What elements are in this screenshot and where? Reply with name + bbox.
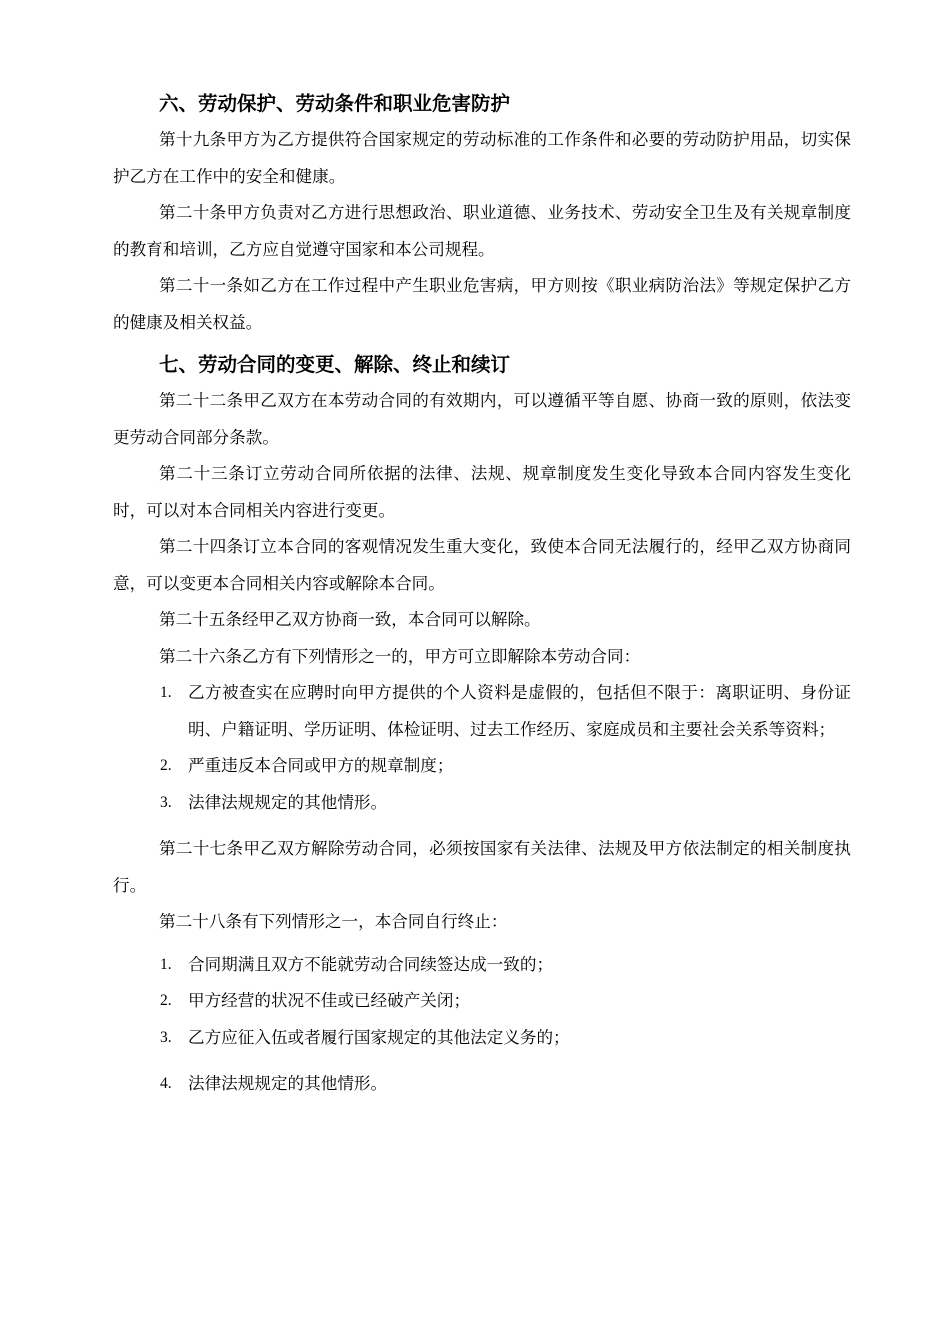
list-item xyxy=(113,947,851,984)
list-item-number: 1. xyxy=(160,955,172,973)
list-item-number: 2. xyxy=(160,992,172,1009)
list-item xyxy=(113,675,851,748)
list-item-text: 甲方经营的状况不佳或已经破产关闭； xyxy=(188,991,471,1010)
list-item-number: 3. xyxy=(160,1028,172,1046)
list-item-text: 乙方被查实在应聘时向甲方提供的个人资料是虚假的，包括但不限于：离职证明、身份证明、户籍证明、学历证明、体检证明、过去工作经历、家庭成员和主要社会关系等资料； xyxy=(188,683,851,739)
list-item-text: 合同期满且双方不能就劳动合同续签达成一致的； xyxy=(188,954,554,974)
article-19: 第十九条甲方为乙方提供符合国家规定的劳动标准的工作条件和必要的劳动防护用品，切实保护乙方在工作中的安全和健康。 xyxy=(113,130,851,186)
article-27: 第二十七条甲乙双方解除劳动合同，必须按国家有关法律、法规及甲方依法制定的相关制度执行。 xyxy=(113,839,851,895)
article-28-list xyxy=(113,947,851,1103)
list-item xyxy=(113,983,851,1020)
list-item-text: 乙方应征入伍或者履行国家规定的其他法定义务的； xyxy=(188,1027,570,1047)
article-28: 第二十八条有下列情形之一，本合同自行终止： xyxy=(159,912,508,931)
list-item-text: 法律法规规定的其他情形。 xyxy=(188,1074,388,1093)
document-body xyxy=(113,86,851,1103)
article-26-list xyxy=(113,675,851,821)
article-24: 第二十四条订立本合同的客观情况发生重大变化，致使本合同无法履行的，经甲乙双方协商同意，可以变更本合同相关内容或解除本合同。 xyxy=(113,537,851,593)
list-item-text: 法律法规规定的其他情形。 xyxy=(188,792,388,812)
list-item xyxy=(113,1020,851,1057)
article-21: 第二十一条如乙方在工作过程中产生职业危害病，甲方则按《职业病防治法》等规定保护乙方的健康及相关权益。 xyxy=(113,276,851,332)
list-spacer xyxy=(113,1056,851,1066)
list-item xyxy=(113,785,851,822)
list-item-text: 严重违反本合同或甲方的规章制度； xyxy=(188,756,454,775)
list-item-number: 4. xyxy=(160,1075,172,1092)
list-item xyxy=(113,1066,851,1103)
list-item-number: 2. xyxy=(160,757,172,774)
list-item-number: 1. xyxy=(160,684,172,701)
article-23: 第二十三条订立劳动合同所依据的法律、法规、规章制度发生变化导致本合同内容发生变化时，可以对本合同相关内容进行变更。 xyxy=(113,464,851,520)
section-7-heading: 七、劳动合同的变更、解除、终止和续订 xyxy=(159,353,511,376)
section-6-heading: 六、劳动保护、劳动条件和职业危害防护 xyxy=(159,92,511,115)
article-22: 第二十二条甲乙双方在本劳动合同的有效期内，可以遵循平等自愿、协商一致的原则，依法变更劳动合同部分条款。 xyxy=(113,391,851,447)
article-26: 第二十六条乙方有下列情形之一的，甲方可立即解除本劳动合同： xyxy=(159,646,641,666)
list-item-number: 3. xyxy=(160,793,172,811)
list-item xyxy=(113,748,851,785)
article-25: 第二十五条经甲乙双方协商一致，本合同可以解除。 xyxy=(159,610,541,629)
article-20: 第二十条甲方负责对乙方进行思想政治、职业道德、业务技术、劳动安全卫生及有关规章制度的教育和培训，乙方应自觉遵守国家和本公司规程。 xyxy=(113,203,851,259)
